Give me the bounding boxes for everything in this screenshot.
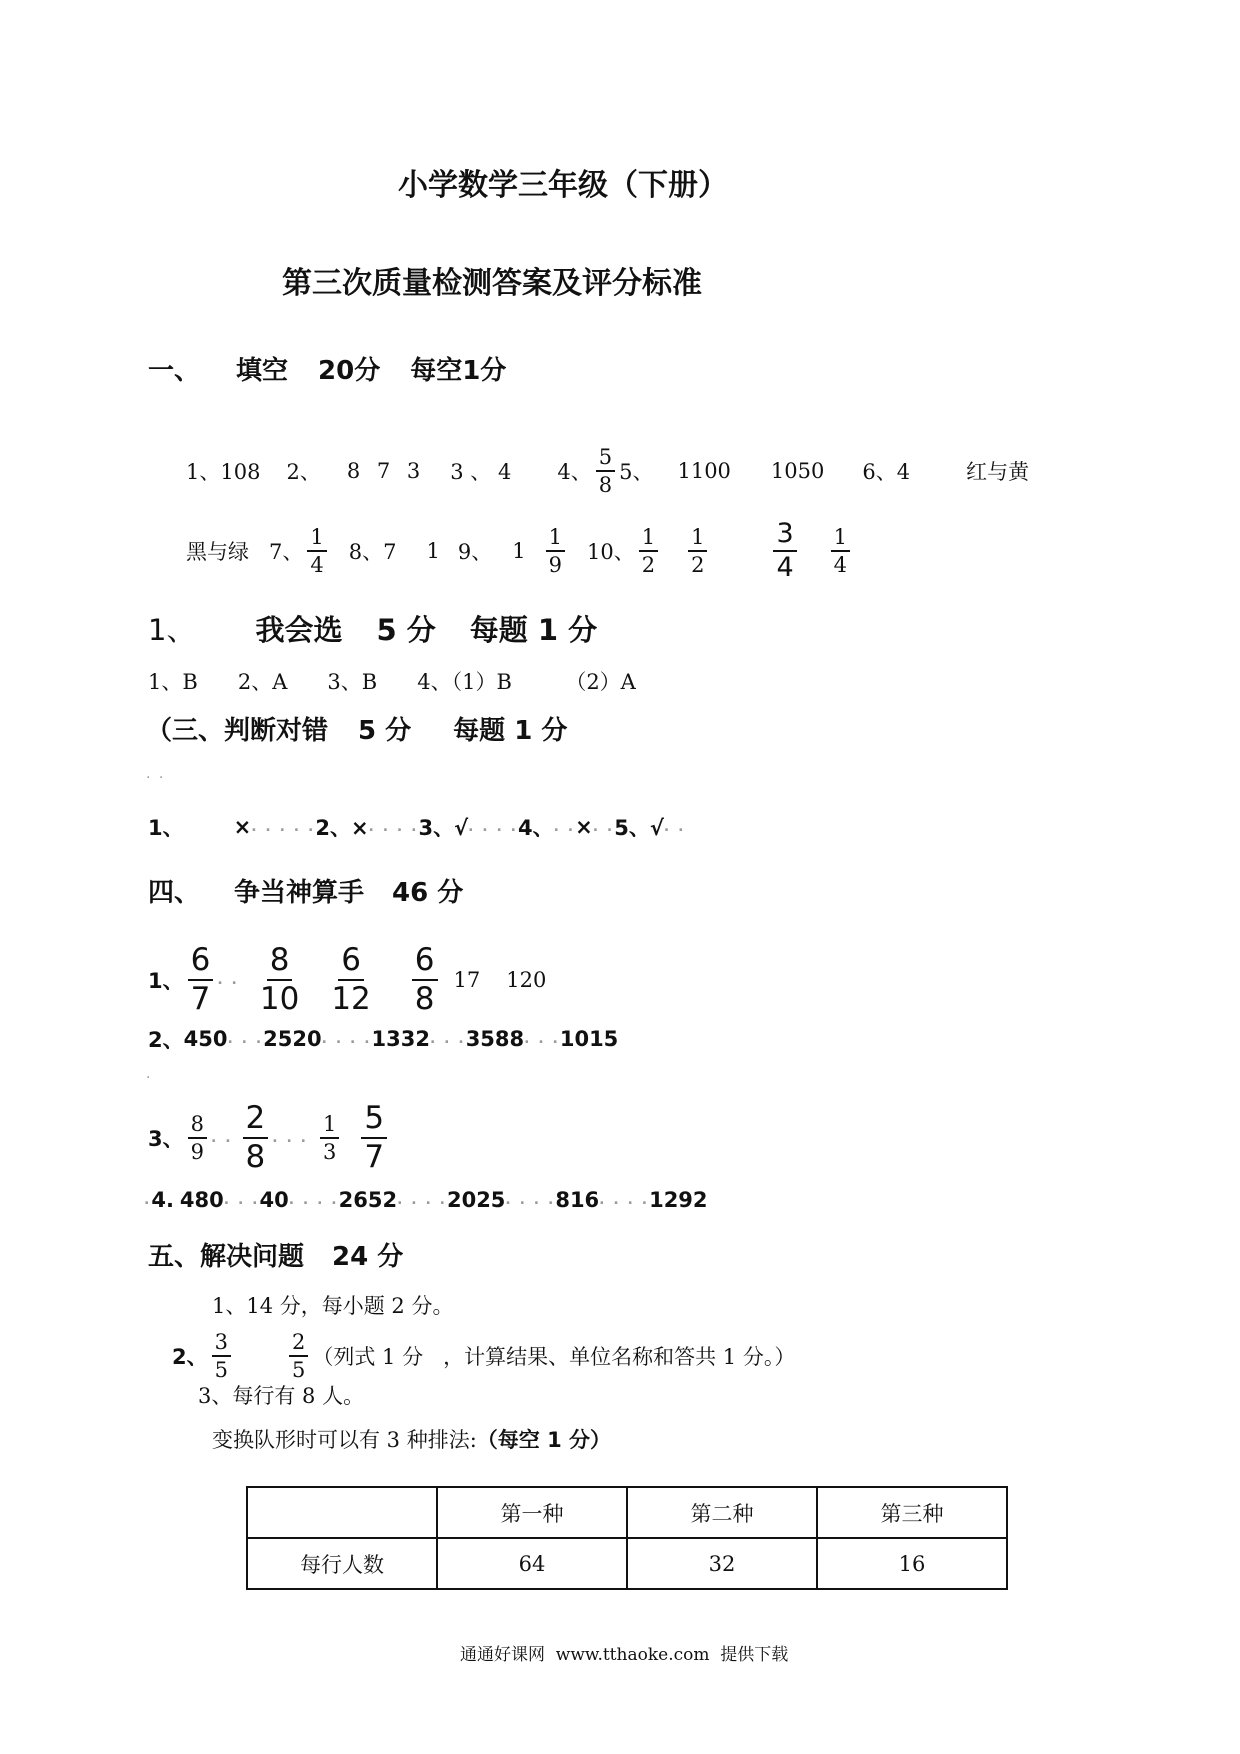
section-2-score: 5 分: [376, 613, 436, 647]
dot-leader: .: [144, 1192, 152, 1208]
fraction-denominator: 7: [364, 1139, 385, 1175]
answer-6: 6、4: [862, 460, 911, 484]
fraction-numerator: 5: [596, 446, 615, 472]
table-header-cell: [247, 1487, 437, 1538]
fraction-denominator: 2: [691, 553, 705, 577]
fraction-numerator: 3: [212, 1331, 231, 1357]
answer-7-label: 7、: [269, 540, 304, 564]
dot-leader: . .: [217, 972, 239, 988]
fraction-denominator: 10: [259, 981, 300, 1017]
arrangement-table: [246, 1486, 1008, 1590]
calc-4-value: 2652: [338, 1188, 398, 1212]
fraction-denominator: 8: [414, 981, 435, 1017]
fraction-numerator: 1: [688, 526, 707, 552]
fraction-numerator: 1: [307, 526, 326, 552]
judge-5: 5、√: [614, 816, 664, 840]
dot-leader: . . . .: [397, 1192, 447, 1208]
answer-2-label: 2、: [286, 460, 321, 484]
fraction: [546, 526, 565, 576]
calc-4-value: 2025: [446, 1188, 506, 1212]
calc-2-label: 2、: [148, 1028, 184, 1052]
fraction-denominator: 3: [322, 1140, 337, 1164]
problem-2-label: 2、: [172, 1345, 208, 1369]
dot-leader: . . . .: [505, 1192, 556, 1208]
calc-4-label: 4.: [151, 1188, 174, 1212]
fraction-denominator: 5: [292, 1358, 306, 1382]
section-3-answers: [148, 812, 685, 842]
fraction: [257, 944, 302, 1015]
section-4-score: 46 分: [392, 878, 464, 908]
calc-4-value: 816: [555, 1188, 600, 1212]
fraction-numerator: 6: [338, 944, 364, 981]
calc-1-value-120: 120: [506, 968, 547, 992]
section-4-number: 四、: [148, 878, 201, 908]
judge-3: 3、√: [418, 816, 469, 840]
fraction-numerator: 3: [773, 520, 796, 552]
table-row: [247, 1538, 1007, 1589]
section-1-line-1: [186, 436, 1029, 506]
calc-1-value-17: 17: [453, 968, 481, 992]
fraction: [773, 517, 796, 583]
fraction-numerator: 1: [320, 1113, 339, 1139]
section-2-title: 我会选: [255, 613, 343, 647]
page-footer: 通通好课网 www.tthaoke.com 提供下载: [460, 1645, 789, 1665]
answer-4-label: 4、: [557, 460, 592, 484]
section-1-line-2: [186, 514, 854, 588]
problem-3-note-line: [212, 1424, 611, 1454]
dotted-mark: ·: [146, 1070, 153, 1086]
fraction-denominator: 2: [641, 553, 656, 577]
fraction-denominator: 7: [190, 981, 211, 1017]
answer-6-value-2: 黑与绿: [186, 540, 249, 564]
fraction-denominator: 12: [331, 981, 371, 1017]
problem-3-answer: 3、每行有 8 人。: [198, 1384, 365, 1408]
fraction-numerator: 6: [412, 944, 438, 981]
dot-leader: . . . .: [599, 1192, 650, 1208]
fraction: [831, 526, 850, 576]
section-3-score: 5 分: [358, 716, 412, 746]
calc-3-label: 3、: [148, 1127, 184, 1151]
section-4-heading: [148, 872, 463, 909]
judge-1-label: 1、: [148, 816, 184, 840]
fraction-denominator: 8: [598, 473, 613, 497]
calc-2-value: 1332: [371, 1027, 430, 1051]
fraction: [639, 526, 658, 576]
problem-3-note: 变换队形时可以有 3 种排法:: [212, 1428, 477, 1452]
dot-leader: . .: [211, 1130, 233, 1146]
calc-1-label: 1、: [148, 969, 184, 993]
fraction-numerator: 5: [361, 1102, 387, 1139]
fraction-numerator: 1: [831, 526, 850, 552]
answer-1: 1、108: [186, 460, 261, 484]
dot-leader: . .: [592, 819, 615, 835]
fraction: [596, 446, 615, 496]
section-2-heading: [148, 608, 597, 649]
answer-2-values: 8 7 3: [346, 459, 421, 483]
calc-2-value: 3588: [465, 1027, 525, 1051]
section-1-score: 20分: [318, 356, 381, 386]
answer-6-value: 红与黄: [966, 460, 1030, 484]
fraction-denominator: 9: [190, 1140, 204, 1164]
section-4-row-3: [148, 1098, 391, 1178]
fraction: [289, 1331, 308, 1381]
fraction: [412, 944, 438, 1015]
problem-2-note: （列式 1 分 ，计算结果、单位名称和答共 1 分。）: [312, 1345, 796, 1369]
calc-4-value: 1292: [649, 1188, 708, 1212]
answer-3-values: 3 、 4: [450, 460, 512, 484]
section-3-heading: [146, 710, 567, 747]
dot-leader: . . . .: [368, 819, 419, 835]
fraction-numerator: 8: [188, 1113, 207, 1139]
section-1-rule: 每空1分: [410, 356, 507, 386]
problem-1-note: 1、14 分，每小题 2 分。: [212, 1294, 454, 1318]
answer-5-value-2: 1050: [770, 459, 825, 483]
document-subtitle: 第三次质量检测答案及评分标准: [282, 266, 702, 301]
answer-8-value: 1: [426, 539, 440, 563]
calc-2-value: 1015: [559, 1027, 619, 1051]
table-cell: 32: [627, 1538, 817, 1589]
dot-leader: . . . .: [468, 819, 518, 835]
calc-4-value: 480: [179, 1188, 224, 1212]
table-cell: 16: [817, 1538, 1007, 1589]
fraction: [328, 944, 373, 1015]
table-header-cell: 第三种: [817, 1487, 1007, 1538]
table-header-cell: 第一种: [437, 1487, 627, 1538]
section-1-number: 一、: [148, 356, 201, 386]
dot-leader: . . . . .: [251, 819, 316, 835]
section-4-row-2: [148, 1024, 618, 1054]
calc-2-value: 2520: [263, 1027, 322, 1051]
section-2-rule: 每题 1 分: [469, 613, 598, 647]
section-1-title: 填空: [236, 356, 289, 386]
fraction: [361, 1102, 387, 1173]
fraction-denominator: 9: [548, 553, 562, 577]
table-row-label: 每行人数: [247, 1538, 437, 1589]
fraction-numerator: 8: [267, 944, 293, 981]
section-5-heading: [148, 1236, 403, 1273]
section-2-answers: 1、B 2、A 3、B 4、（1）B （2）A: [148, 670, 636, 694]
judge-4-mark: ×: [575, 815, 593, 839]
section-4-row-1: [148, 940, 546, 1020]
answer-5-label: 5、: [619, 460, 654, 484]
calc-2-value: 450: [183, 1027, 228, 1051]
fraction-denominator: 8: [245, 1139, 266, 1175]
fraction: [307, 526, 326, 576]
document-title: 小学数学三年级（下册）: [398, 168, 728, 203]
judge-1-mark: ×: [233, 815, 252, 839]
answer-10-label: 10、: [586, 540, 635, 564]
section-4-row-4: [144, 1188, 708, 1212]
fraction-numerator: 1: [639, 526, 658, 552]
section-3-title: （三、判断对错: [146, 716, 329, 746]
fraction-denominator: 4: [833, 553, 848, 577]
answer-9-whole: 1: [512, 539, 526, 563]
fraction: [212, 1331, 231, 1381]
fraction: [188, 944, 214, 1015]
dot-leader: . . .: [223, 1192, 260, 1208]
dot-leader: . .: [663, 819, 686, 835]
fraction: [688, 526, 707, 576]
fraction: [320, 1113, 339, 1163]
fraction-numerator: 1: [546, 526, 565, 552]
dot-leader: . . . .: [321, 1031, 372, 1047]
table-cell: 64: [437, 1538, 627, 1589]
section-2-number: 1、: [148, 613, 196, 647]
fraction-numerator: 6: [188, 944, 214, 981]
fraction-numerator: 2: [289, 1331, 308, 1357]
answer-8: 8、7: [348, 540, 397, 564]
dot-leader: . . .: [524, 1031, 560, 1047]
answer-9-label: 9、: [457, 540, 493, 564]
problem-3-rule: （每空 1 分）: [476, 1428, 612, 1452]
judge-2: 2、×: [315, 816, 369, 840]
section-3-rule: 每题 1 分: [453, 716, 568, 746]
fraction-denominator: 4: [776, 552, 794, 583]
fraction-numerator: 2: [243, 1102, 269, 1139]
table-header-row: [247, 1487, 1007, 1538]
calc-4-value: 40: [259, 1188, 289, 1212]
dot-leader: . . . .: [288, 1192, 339, 1208]
fraction-denominator: 5: [214, 1358, 228, 1382]
dot-leader: . . .: [429, 1031, 466, 1047]
fraction: [243, 1102, 269, 1173]
dot-leader: . .: [553, 819, 576, 835]
table-header-cell: 第二种: [627, 1487, 817, 1538]
fraction: [188, 1113, 207, 1163]
section-1-heading: [148, 350, 506, 387]
dot-leader: . . .: [227, 1031, 264, 1047]
section-4-title: 争当神算手: [234, 878, 365, 908]
section-5-score: 24 分: [332, 1242, 404, 1272]
dotted-mark: · ·: [146, 770, 166, 786]
judge-4-label: 4、: [517, 816, 554, 840]
fraction-denominator: 4: [310, 553, 324, 577]
answer-5-value-1: 1100: [677, 459, 731, 483]
dot-leader: . . .: [272, 1130, 308, 1146]
section-5-title: 五、解决问题: [148, 1242, 305, 1272]
